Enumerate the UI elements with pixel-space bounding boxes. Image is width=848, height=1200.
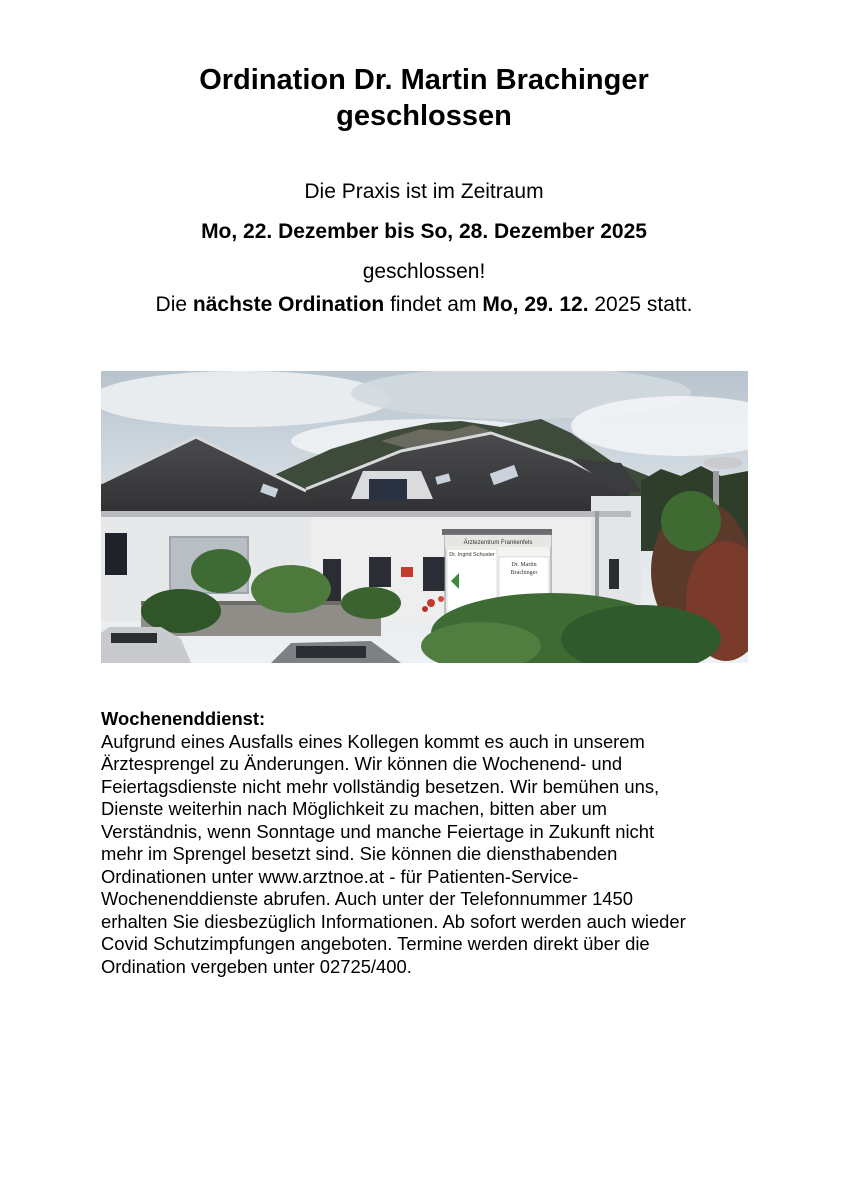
sign-left-text: Dr. Ingrid Schuster — [449, 552, 495, 558]
next-label: nächste Ordination — [192, 293, 385, 316]
closure-intro: Die Praxis ist im Zeitraum — [304, 180, 544, 203]
title-line-2: geschlossen — [336, 100, 512, 132]
notice-body: Aufgrund eines Ausfalls eines Kollegen kommt es auch in unserem Ärztesprengel zu Änderungen. Wir können die Wochenend- und Feiertagsdienste nicht mehr vollständig besetzen. Wir bemühen uns, Dienste weiterhin nach Möglichkeit zu machen, bitten aber um Verständnis, wenn Sonntage und manche Feiertage in Zukunft nicht mehr im Sprengel besetzt sind. Sie können die diensthabenden Ordinationen unter www.arztnoe.at - für Patienten-Service- Wochenenddienste abrufen. Auch unter der Telefonnummer 1450 erhalten Sie diesbezüglich Informationen. Ab sofort werden auch wieder Covid Schutzimpfungen angeboten. Termine werden direkt über die Ordination vergeben unter 02725/400. — [101, 730, 686, 977]
sign-right-line2: Brachinger — [510, 570, 538, 576]
sign-header-text: Ärztezentrum Frankenfels — [463, 540, 533, 546]
next-prefix: Die — [155, 293, 193, 316]
notice-heading: Wochenenddienst: — [101, 708, 266, 729]
page-title — [0, 62, 848, 134]
next-mid: findet am — [384, 293, 483, 316]
practice-building-photo — [101, 371, 748, 663]
next-opening — [0, 292, 848, 318]
closure-period: Mo, 22. Dezember bis So, 28. Dezember 2025 — [201, 220, 647, 243]
weekend-service-notice — [101, 708, 751, 978]
next-suffix: 2025 statt. — [588, 293, 693, 316]
closure-status: geschlossen! — [362, 260, 486, 283]
sign-right-line1: Dr. Martin — [511, 562, 537, 568]
title-line-1: Ordination Dr. Martin Brachinger — [199, 64, 649, 96]
next-date: Mo, 29. 12. — [482, 293, 589, 316]
